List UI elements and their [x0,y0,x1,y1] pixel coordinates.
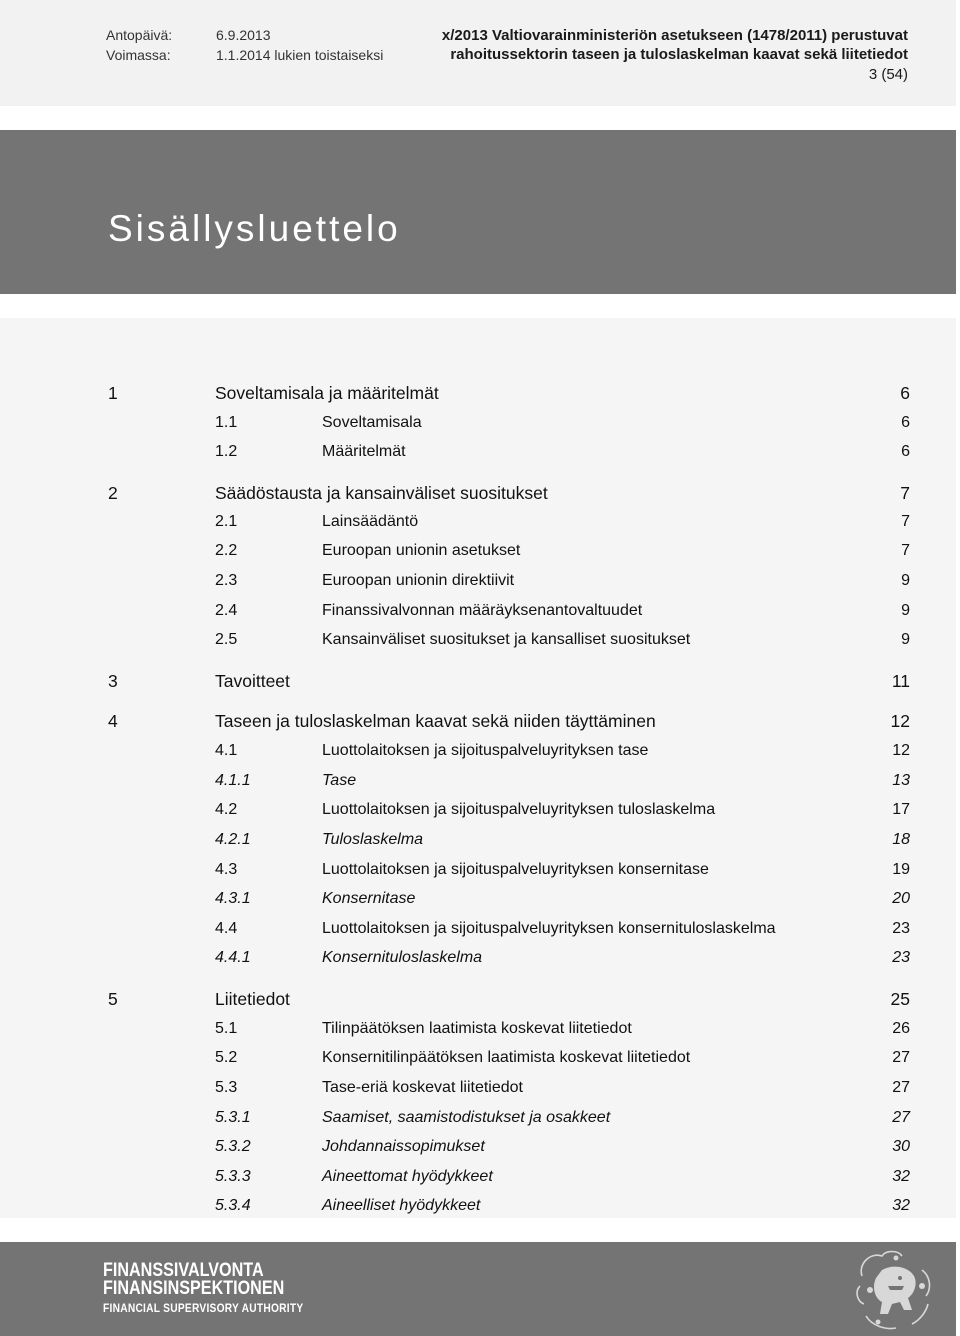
toc-entry-number: 1.1 [215,414,238,431]
toc-entry-title: Konsernitase [322,890,416,907]
toc-entry-page: 7 [900,483,910,503]
toc-entry-page: 17 [892,801,910,818]
toc-entry[interactable] [0,671,960,695]
valid-label: Voimassa: [106,47,171,63]
toc-entry-title: Aineelliset hyödykkeet [322,1197,481,1214]
toc-entry-title: Tase-eriä koskevat liitetiedot [322,1079,523,1096]
toc-entry-title: Tuloslaskelma [322,831,424,848]
toc-entry-number: 2.1 [215,513,238,530]
toc-entry-title: Kansainväliset suositukset ja kansalliset suositukset [322,631,691,648]
toc-entry-title: Tase [322,772,357,789]
toc-entry-number: 4.1.1 [215,772,251,789]
toc-entry-page: 19 [892,861,910,878]
toc-entry[interactable] [0,542,960,566]
toc-entry-page: 11 [891,671,910,691]
title-band [0,130,956,294]
toc-entry[interactable] [0,1168,960,1192]
toc-entry[interactable] [0,1109,960,1133]
brand-line-3: FINANCIAL SUPERVISORY AUTHORITY [103,1301,304,1315]
toc-entry[interactable] [0,711,960,735]
toc-entry-number: 2.2 [215,542,238,559]
toc-entry-number: 4.4 [215,920,238,937]
header-gap [0,106,956,130]
toc-entry-page: 9 [901,572,910,589]
document-title-line-2: rahoitussektorin taseen ja tuloslaskelman kaavat sekä liitetiedot [450,46,908,63]
toc-entry-page: 25 [890,989,910,1009]
toc-entry-page: 27 [892,1049,910,1066]
toc-entry-number: 5.3.3 [215,1168,251,1185]
toc-entry[interactable] [0,602,960,626]
toc-entry-title: Taseen ja tuloslaskelman kaavat sekä niiden täyttäminen [215,711,656,731]
toc-entry[interactable] [0,920,960,944]
toc-entry-page: 32 [892,1168,910,1185]
toc-entry-title: Luottolaitoksen ja sijoituspalveluyrityksen konsernituloslaskelma [322,920,776,937]
toc-entry-number: 5 [108,989,118,1009]
toc-entry-page: 12 [890,711,910,731]
toc-entry-number: 5.3.2 [215,1138,251,1155]
toc-entry-number: 2.3 [215,572,238,589]
toc-entry-number: 4.4.1 [215,949,251,966]
toc-entry-number: 5.1 [215,1020,238,1037]
toc-entry[interactable] [0,831,960,855]
toc-entry-page: 27 [892,1109,910,1126]
brand-line-2: FINANSINSPEKTIONEN [103,1278,285,1299]
toc-entry-page: 27 [892,1079,910,1096]
toc-entry-title: Euroopan unionin direktiivit [322,572,515,589]
toc-entry[interactable] [0,483,960,507]
toc-entry-title: Finanssivalvonnan määräyksenantovaltuudet [322,602,643,619]
toc-entry-number: 4.1 [215,742,238,759]
toc-entry-page: 26 [892,1020,910,1037]
toc-entry[interactable] [0,861,960,885]
toc-entry-title: Euroopan unionin asetukset [322,542,521,559]
toc-entry[interactable] [0,513,960,537]
toc-entry-page: 13 [892,772,910,789]
toc-entry-title: Johdannaissopimukset [322,1138,485,1155]
toc-entry[interactable] [0,949,960,973]
toc-entry-title: Tilinpäätöksen laatimista koskevat liitetiedot [322,1020,632,1037]
toc-entry-title: Luottolaitoksen ja sijoituspalveluyrityksen tuloslaskelma [322,801,716,818]
toc-entry[interactable] [0,890,960,914]
toc-entry-page: 20 [892,890,910,907]
toc-entry-number: 4.3.1 [215,890,251,907]
toc-entry-page: 32 [892,1197,910,1214]
toc-entry-title: Liitetiedot [215,989,290,1009]
toc-entry-title: Tavoitteet [215,671,290,691]
toc-entry-title: Saamiset, saamistodistukset ja osakkeet [322,1109,611,1126]
toc-entry-title: Luottolaitoksen ja sijoituspalveluyrityksen tase [322,742,649,759]
toc-entry-number: 2 [108,483,118,503]
document-title-line-1: x/2013 Valtiovarainministeriön asetukseen (1478/2011) perustuvat [441,27,908,44]
toc-entry-title: Säädöstausta ja kansainväliset suositukset [215,483,548,503]
document-title [442,26,908,64]
toc-entry-page: 12 [892,742,910,759]
toc-entry-title: Lainsäädäntö [322,513,419,530]
toc-entry[interactable] [0,801,960,825]
page-title: Sisällysluettelo [108,208,401,249]
toc-entry-page: 18 [892,831,910,848]
toc-entry[interactable] [0,572,960,596]
toc-entry-title: Soveltamisala [322,414,422,431]
toc-entry-page: 7 [901,513,910,530]
toc-entry[interactable] [0,1079,960,1103]
toc-entry-page: 23 [892,949,910,966]
brand-line-1: FINANSSIVALVONTA [103,1260,264,1281]
toc-entry-title: Konsernitilinpäätöksen laatimista koskevat liitetiedot [322,1049,691,1066]
toc-entry[interactable] [0,631,960,655]
toc-entry-number: 5.2 [215,1049,238,1066]
published-label: Antopäivä: [106,27,173,43]
toc-entry-page: 30 [892,1138,910,1155]
toc-entry[interactable] [0,443,960,467]
toc-entry-number: 5.3.4 [215,1197,251,1214]
toc-entry[interactable] [0,1138,960,1162]
toc-entry-title: Konsernituloslaskelma [322,949,483,966]
toc-entry-number: 2.5 [215,631,238,648]
document-header [0,0,956,106]
toc-entry-title: Soveltamisala ja määritelmät [215,383,439,403]
valid-value: 1.1.2014 lukien toistaiseksi [216,47,384,63]
published-value: 6.9.2013 [216,27,271,43]
toc-entry-number: 3 [108,671,118,691]
toc-entry-number: 2.4 [215,602,238,619]
toc-entry[interactable] [0,1197,960,1221]
toc-entry-title: Luottolaitoksen ja sijoituspalveluyrityksen konsernitase [322,861,709,878]
toc-entry[interactable] [0,772,960,796]
toc-entry-page: 6 [900,383,910,403]
toc-entry-number: 4.3 [215,861,238,878]
toc-entry-title: Määritelmät [322,443,406,460]
lion-crest-icon [852,1246,936,1334]
toc-entry-page: 9 [901,602,910,619]
toc-entry-page: 6 [901,414,910,431]
toc-entry-number: 4.2 [215,801,238,818]
toc-entry[interactable] [0,989,960,1013]
toc-entry-number: 5.3.1 [215,1109,251,1126]
footer-band [0,1242,956,1336]
toc-entry-number: 4 [108,711,118,731]
toc-entry-number: 5.3 [215,1079,238,1096]
toc-entry-page: 7 [901,542,910,559]
toc-entry-title: Aineettomat hyödykkeet [322,1168,493,1185]
toc-entry[interactable] [0,1049,960,1073]
toc-entry-page: 6 [901,443,910,460]
toc-entry[interactable] [0,742,960,766]
toc-entry-page: 9 [901,631,910,648]
toc-entry[interactable] [0,414,960,438]
toc-entry[interactable] [0,383,960,407]
brand-logo [103,1262,339,1317]
toc-entry-number: 1.2 [215,443,238,460]
page-number: 3 (54) [868,66,908,83]
toc-entry[interactable] [0,1020,960,1044]
toc-entry-number: 1 [108,383,118,403]
toc-entry-number: 4.2.1 [215,831,251,848]
toc-entry-page: 23 [892,920,910,937]
